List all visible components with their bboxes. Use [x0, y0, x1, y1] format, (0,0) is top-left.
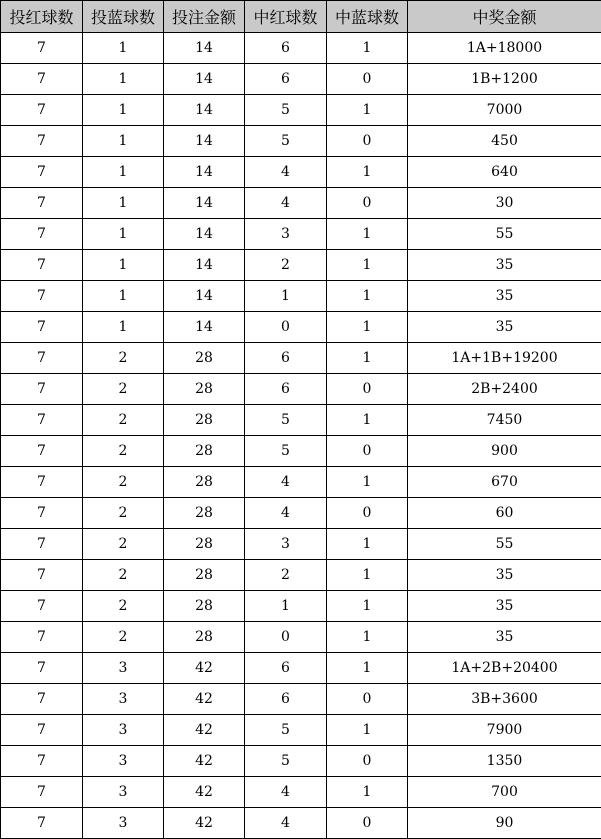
cell-red-balls-hit: 4: [245, 188, 327, 219]
cell-blue-balls-hit: 1: [327, 591, 408, 622]
table-row: [1, 622, 601, 653]
cell-blue-balls-hit: 1: [327, 250, 408, 281]
cell-prize-amount: 1A+2B+20400: [408, 653, 601, 684]
cell-bet-amount: 14: [164, 95, 245, 126]
table-row: [1, 467, 601, 498]
cell-blue-balls-bet: 2: [83, 343, 164, 374]
cell-red-balls-hit: 5: [245, 715, 327, 746]
cell-prize-amount: 1A+18000: [408, 33, 601, 64]
cell-blue-balls-bet: 1: [83, 64, 164, 95]
cell-red-balls-bet: 7: [1, 591, 83, 622]
cell-prize-amount: 35: [408, 560, 601, 591]
cell-bet-amount: 14: [164, 219, 245, 250]
cell-blue-balls-bet: 2: [83, 560, 164, 591]
header-prize-amount: 中奖金额: [408, 1, 601, 33]
cell-blue-balls-bet: 1: [83, 250, 164, 281]
cell-bet-amount: 42: [164, 777, 245, 808]
cell-red-balls-hit: 5: [245, 95, 327, 126]
cell-bet-amount: 28: [164, 467, 245, 498]
cell-red-balls-bet: 7: [1, 467, 83, 498]
cell-prize-amount: 35: [408, 312, 601, 343]
cell-red-balls-hit: 0: [245, 622, 327, 653]
table-row: [1, 281, 601, 312]
cell-bet-amount: 14: [164, 250, 245, 281]
cell-bet-amount: 28: [164, 591, 245, 622]
cell-prize-amount: 55: [408, 529, 601, 560]
cell-red-balls-bet: 7: [1, 746, 83, 777]
cell-blue-balls-hit: 1: [327, 157, 408, 188]
table-row: [1, 188, 601, 219]
table-row: [1, 157, 601, 188]
table-row: [1, 777, 601, 808]
cell-prize-amount: 30: [408, 188, 601, 219]
cell-red-balls-bet: 7: [1, 374, 83, 405]
cell-prize-amount: 60: [408, 498, 601, 529]
cell-red-balls-hit: 6: [245, 33, 327, 64]
cell-prize-amount: 640: [408, 157, 601, 188]
cell-red-balls-bet: 7: [1, 436, 83, 467]
table-row: [1, 374, 601, 405]
cell-blue-balls-hit: 0: [327, 808, 408, 839]
cell-red-balls-hit: 4: [245, 808, 327, 839]
cell-blue-balls-bet: 2: [83, 436, 164, 467]
cell-bet-amount: 28: [164, 405, 245, 436]
table-row: [1, 653, 601, 684]
cell-red-balls-bet: 7: [1, 529, 83, 560]
cell-red-balls-bet: 7: [1, 281, 83, 312]
cell-red-balls-bet: 7: [1, 188, 83, 219]
cell-bet-amount: 28: [164, 560, 245, 591]
header-bet-amount: 投注金额: [164, 1, 245, 33]
table-row: [1, 219, 601, 250]
header-row: [1, 1, 601, 33]
cell-blue-balls-bet: 1: [83, 126, 164, 157]
cell-red-balls-hit: 4: [245, 777, 327, 808]
cell-prize-amount: 900: [408, 436, 601, 467]
cell-bet-amount: 14: [164, 281, 245, 312]
cell-blue-balls-hit: 0: [327, 188, 408, 219]
cell-red-balls-hit: 1: [245, 591, 327, 622]
cell-bet-amount: 14: [164, 188, 245, 219]
cell-red-balls-hit: 5: [245, 436, 327, 467]
cell-red-balls-hit: 1: [245, 281, 327, 312]
cell-prize-amount: 450: [408, 126, 601, 157]
cell-prize-amount: 670: [408, 467, 601, 498]
cell-bet-amount: 42: [164, 653, 245, 684]
cell-bet-amount: 42: [164, 746, 245, 777]
cell-blue-balls-bet: 3: [83, 808, 164, 839]
table-row: [1, 746, 601, 777]
table-body: [1, 33, 601, 839]
cell-blue-balls-bet: 1: [83, 188, 164, 219]
cell-bet-amount: 42: [164, 715, 245, 746]
table-row: [1, 312, 601, 343]
cell-prize-amount: 35: [408, 591, 601, 622]
cell-red-balls-bet: 7: [1, 653, 83, 684]
cell-red-balls-bet: 7: [1, 64, 83, 95]
cell-blue-balls-bet: 3: [83, 777, 164, 808]
cell-red-balls-hit: 4: [245, 467, 327, 498]
cell-blue-balls-bet: 1: [83, 33, 164, 64]
cell-bet-amount: 14: [164, 33, 245, 64]
cell-blue-balls-hit: 1: [327, 529, 408, 560]
cell-bet-amount: 14: [164, 126, 245, 157]
cell-blue-balls-hit: 1: [327, 312, 408, 343]
cell-prize-amount: 2B+2400: [408, 374, 601, 405]
cell-blue-balls-hit: 0: [327, 64, 408, 95]
table-row: [1, 405, 601, 436]
cell-blue-balls-bet: 2: [83, 405, 164, 436]
cell-red-balls-hit: 0: [245, 312, 327, 343]
table-row: [1, 64, 601, 95]
cell-red-balls-bet: 7: [1, 498, 83, 529]
cell-blue-balls-bet: 1: [83, 95, 164, 126]
cell-red-balls-hit: 2: [245, 250, 327, 281]
cell-blue-balls-hit: 1: [327, 281, 408, 312]
cell-prize-amount: 700: [408, 777, 601, 808]
cell-blue-balls-hit: 0: [327, 436, 408, 467]
cell-red-balls-hit: 4: [245, 157, 327, 188]
cell-red-balls-bet: 7: [1, 219, 83, 250]
cell-blue-balls-hit: 1: [327, 560, 408, 591]
cell-red-balls-bet: 7: [1, 95, 83, 126]
cell-blue-balls-hit: 0: [327, 126, 408, 157]
cell-blue-balls-hit: 1: [327, 343, 408, 374]
cell-bet-amount: 28: [164, 529, 245, 560]
cell-blue-balls-hit: 1: [327, 467, 408, 498]
table-header: [1, 1, 601, 33]
cell-blue-balls-bet: 1: [83, 219, 164, 250]
table-row: [1, 529, 601, 560]
cell-red-balls-bet: 7: [1, 405, 83, 436]
cell-red-balls-bet: 7: [1, 715, 83, 746]
cell-red-balls-hit: 5: [245, 405, 327, 436]
cell-blue-balls-bet: 2: [83, 529, 164, 560]
cell-blue-balls-hit: 1: [327, 653, 408, 684]
cell-blue-balls-hit: 1: [327, 715, 408, 746]
cell-bet-amount: 42: [164, 808, 245, 839]
cell-bet-amount: 28: [164, 436, 245, 467]
cell-bet-amount: 14: [164, 64, 245, 95]
cell-blue-balls-hit: 1: [327, 219, 408, 250]
cell-red-balls-hit: 4: [245, 498, 327, 529]
table-row: [1, 684, 601, 715]
cell-red-balls-bet: 7: [1, 33, 83, 64]
cell-blue-balls-hit: 1: [327, 622, 408, 653]
cell-blue-balls-bet: 2: [83, 498, 164, 529]
cell-red-balls-bet: 7: [1, 312, 83, 343]
cell-blue-balls-bet: 3: [83, 653, 164, 684]
cell-red-balls-hit: 5: [245, 126, 327, 157]
header-blue-balls-hit: 中蓝球数: [327, 1, 408, 33]
table-row: [1, 808, 601, 839]
cell-blue-balls-bet: 2: [83, 591, 164, 622]
table-row: [1, 591, 601, 622]
cell-prize-amount: 7900: [408, 715, 601, 746]
cell-blue-balls-hit: 1: [327, 777, 408, 808]
cell-red-balls-hit: 6: [245, 343, 327, 374]
cell-prize-amount: 7000: [408, 95, 601, 126]
cell-blue-balls-hit: 0: [327, 746, 408, 777]
cell-prize-amount: 7450: [408, 405, 601, 436]
table-row: [1, 33, 601, 64]
cell-blue-balls-bet: 1: [83, 312, 164, 343]
cell-bet-amount: 14: [164, 157, 245, 188]
cell-bet-amount: 28: [164, 374, 245, 405]
table-row: [1, 715, 601, 746]
cell-prize-amount: 90: [408, 808, 601, 839]
cell-blue-balls-bet: 2: [83, 374, 164, 405]
table-row: [1, 560, 601, 591]
table-row: [1, 126, 601, 157]
table-row: [1, 436, 601, 467]
cell-red-balls-bet: 7: [1, 777, 83, 808]
cell-blue-balls-hit: 1: [327, 405, 408, 436]
cell-blue-balls-bet: 3: [83, 715, 164, 746]
cell-prize-amount: 35: [408, 250, 601, 281]
cell-prize-amount: 35: [408, 622, 601, 653]
cell-red-balls-hit: 5: [245, 746, 327, 777]
cell-red-balls-bet: 7: [1, 808, 83, 839]
cell-blue-balls-hit: 1: [327, 33, 408, 64]
cell-blue-balls-bet: 1: [83, 281, 164, 312]
cell-bet-amount: 28: [164, 622, 245, 653]
header-blue-balls-bet: 投蓝球数: [83, 1, 164, 33]
table-row: [1, 343, 601, 374]
cell-blue-balls-hit: 1: [327, 95, 408, 126]
cell-red-balls-hit: 6: [245, 684, 327, 715]
table-row: [1, 498, 601, 529]
cell-bet-amount: 42: [164, 684, 245, 715]
cell-blue-balls-hit: 0: [327, 498, 408, 529]
cell-red-balls-bet: 7: [1, 250, 83, 281]
cell-blue-balls-bet: 1: [83, 157, 164, 188]
cell-red-balls-bet: 7: [1, 343, 83, 374]
cell-prize-amount: 55: [408, 219, 601, 250]
cell-red-balls-bet: 7: [1, 622, 83, 653]
cell-red-balls-hit: 6: [245, 653, 327, 684]
cell-red-balls-hit: 6: [245, 64, 327, 95]
cell-blue-balls-bet: 2: [83, 622, 164, 653]
cell-red-balls-bet: 7: [1, 684, 83, 715]
cell-red-balls-bet: 7: [1, 126, 83, 157]
cell-bet-amount: 28: [164, 498, 245, 529]
table-row: [1, 250, 601, 281]
header-red-balls-bet: 投红球数: [1, 1, 83, 33]
cell-blue-balls-bet: 2: [83, 467, 164, 498]
cell-prize-amount: 1350: [408, 746, 601, 777]
cell-red-balls-hit: 3: [245, 219, 327, 250]
header-red-balls-hit: 中红球数: [245, 1, 327, 33]
table-row: [1, 95, 601, 126]
cell-blue-balls-hit: 0: [327, 374, 408, 405]
cell-red-balls-bet: 7: [1, 157, 83, 188]
cell-red-balls-hit: 6: [245, 374, 327, 405]
cell-prize-amount: 35: [408, 281, 601, 312]
cell-red-balls-hit: 3: [245, 529, 327, 560]
cell-blue-balls-hit: 0: [327, 684, 408, 715]
cell-red-balls-hit: 2: [245, 560, 327, 591]
cell-bet-amount: 14: [164, 312, 245, 343]
cell-prize-amount: 1B+1200: [408, 64, 601, 95]
cell-bet-amount: 28: [164, 343, 245, 374]
cell-prize-amount: 3B+3600: [408, 684, 601, 715]
cell-blue-balls-bet: 3: [83, 684, 164, 715]
cell-red-balls-bet: 7: [1, 560, 83, 591]
cell-blue-balls-bet: 3: [83, 746, 164, 777]
cell-prize-amount: 1A+1B+19200: [408, 343, 601, 374]
